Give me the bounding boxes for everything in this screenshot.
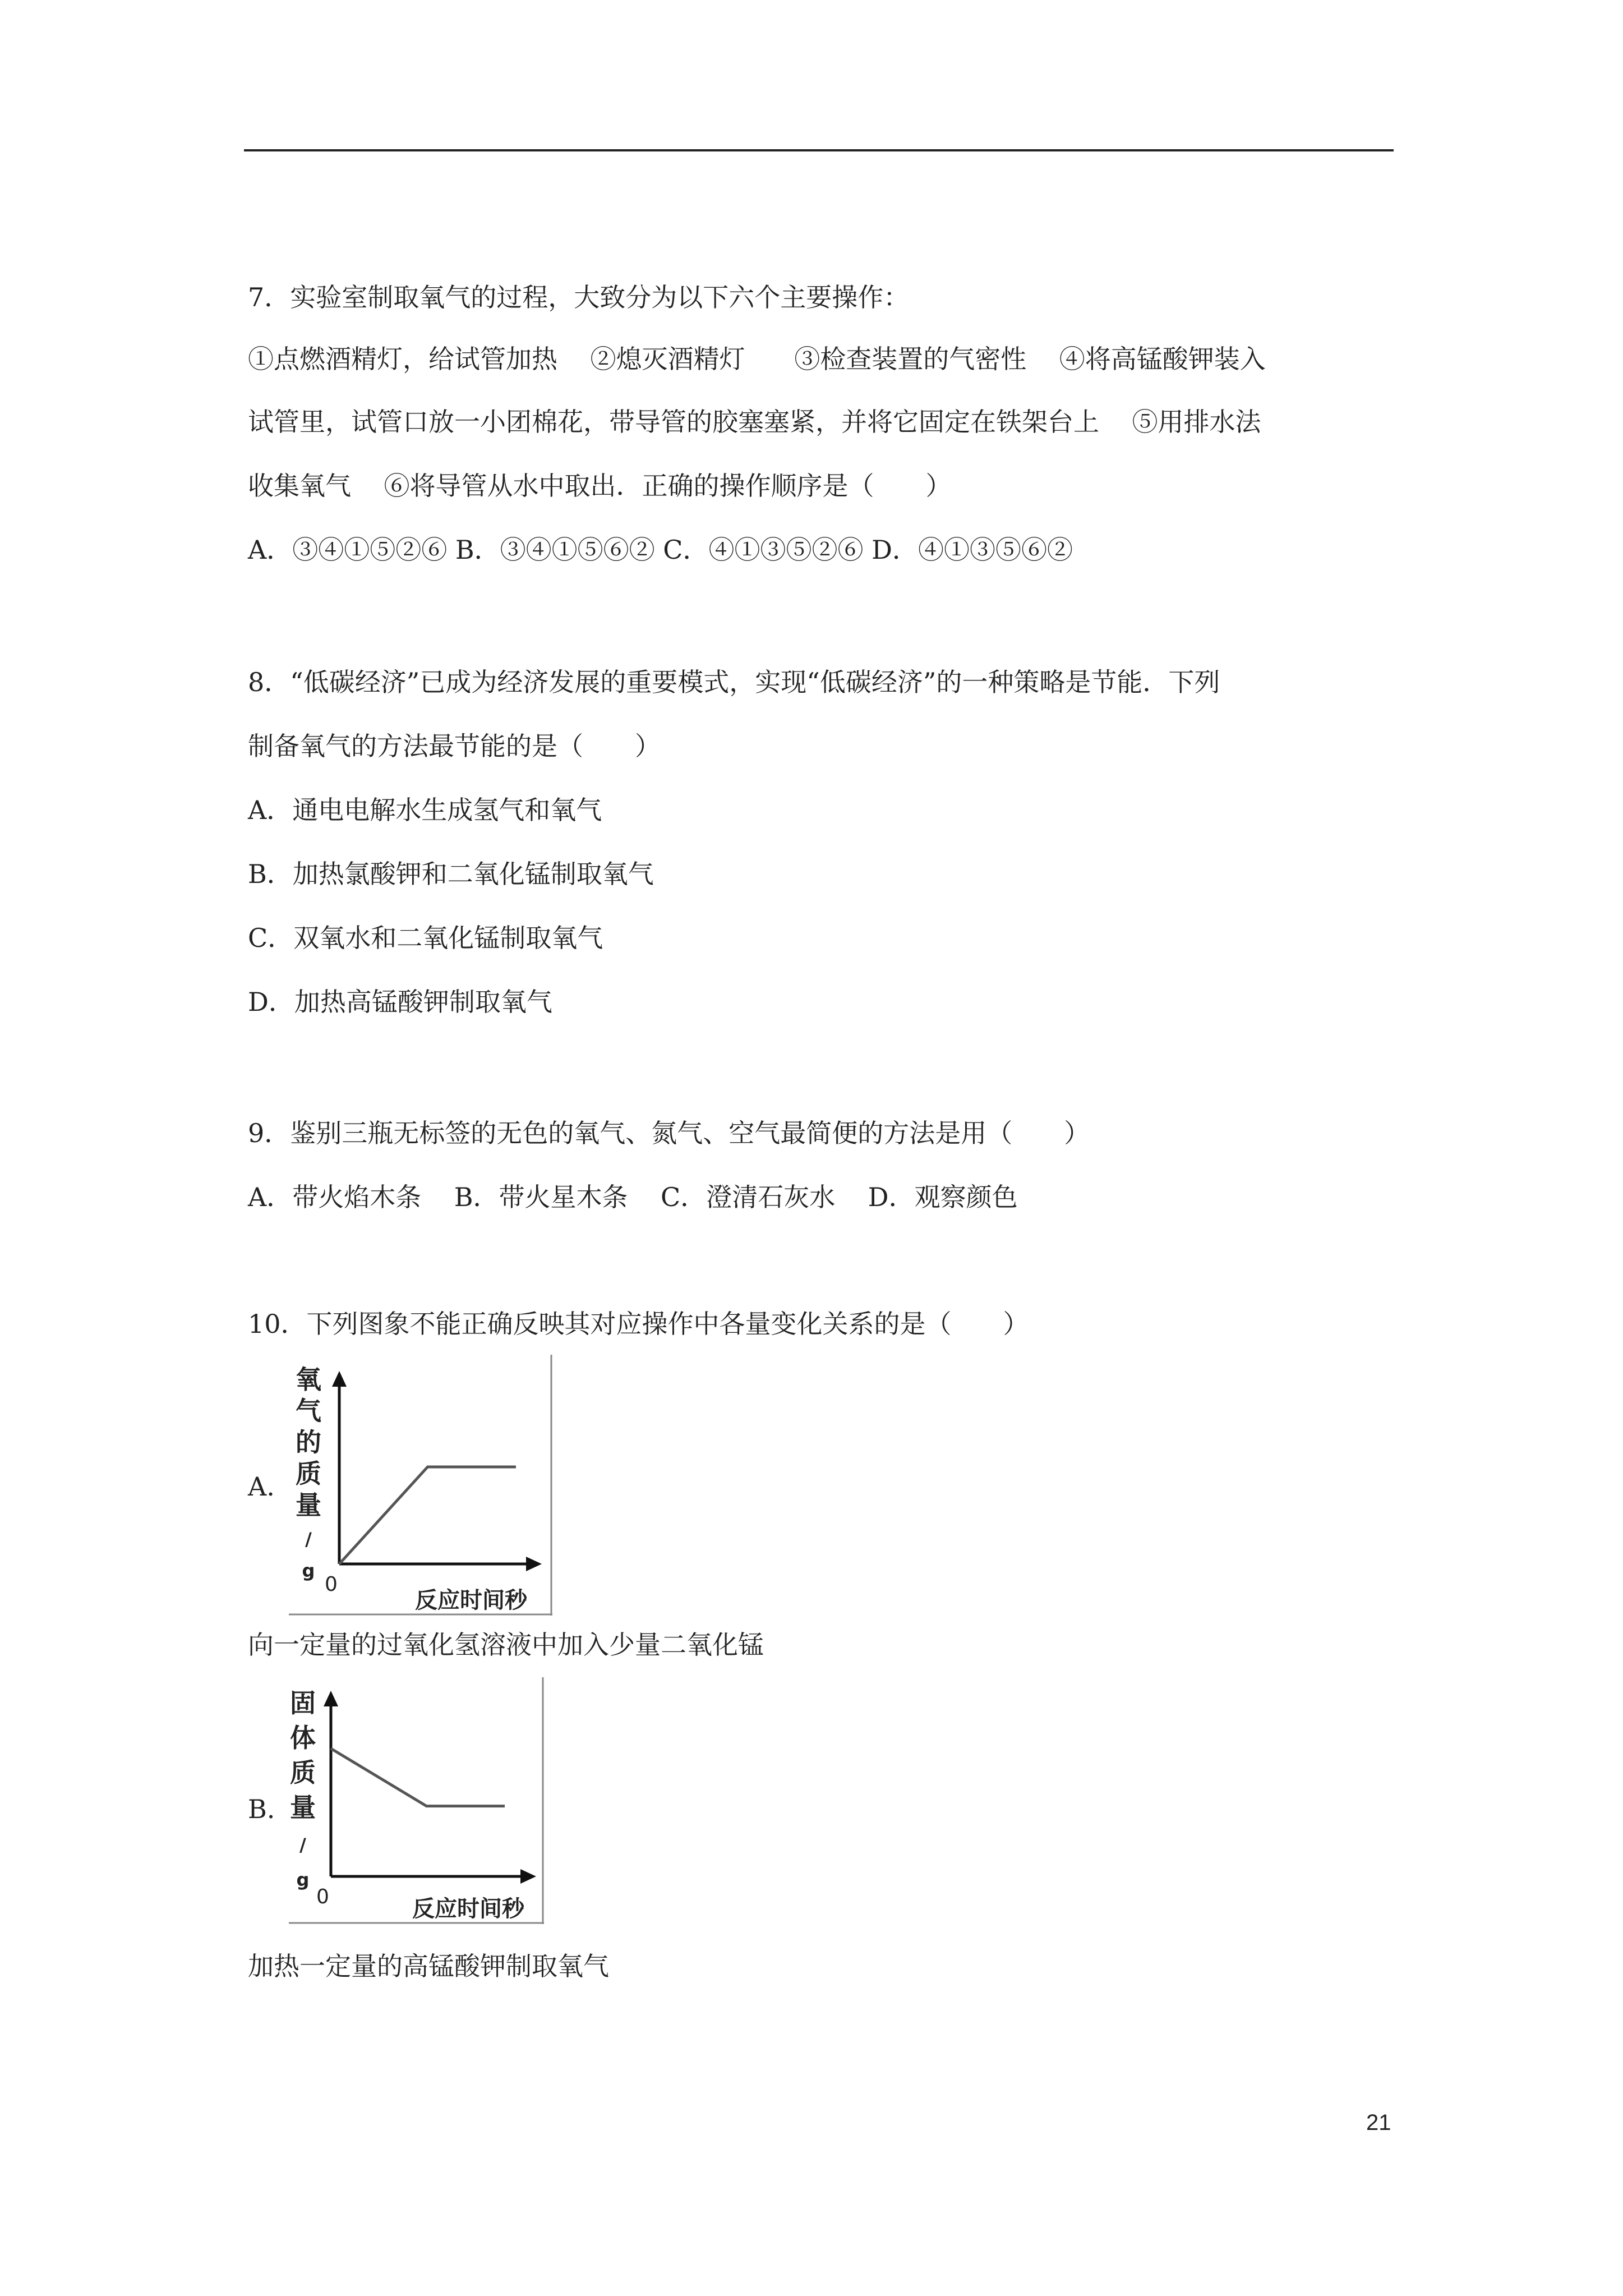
graph-a-ylabel-char: 质 <box>296 1458 321 1489</box>
page-number: 21 <box>1366 2110 1391 2135</box>
q8-stem: 8．“低碳经济”已成为经济发展的重要模式，实现“低碳经济”的一种策略是节能．下列 <box>248 667 1220 697</box>
header-rule <box>244 149 1394 151</box>
graph-b-data-line <box>331 1749 505 1806</box>
q8-line-2: 制备氧气的方法最节能的是（ ） <box>248 731 661 761</box>
q10-option-b-caption: 加热一定量的高锰酸钾制取氧气 <box>248 1951 609 1981</box>
graph-b-ylabel-char: / <box>299 1834 306 1856</box>
graph-a-data-line <box>339 1467 516 1564</box>
graph-a-y-arrow <box>332 1371 347 1387</box>
q9-stem: 9．鉴别三瓶无标签的无色的氧气、氮气、空气最简便的方法是用（ ） <box>248 1118 1090 1148</box>
q8-option-a: A．通电电解水生成氢气和氧气 <box>248 795 602 825</box>
graph-b-x-arrow <box>520 1869 536 1884</box>
q10-option-a-label: A. <box>248 1471 275 1502</box>
graph-b-ylabel-char: 量 <box>290 1792 316 1823</box>
graph-b <box>289 1677 544 1924</box>
q10-stem: 10．下列图象不能正确反映其对应操作中各量变化关系的是（ ） <box>248 1309 1029 1339</box>
graph-a-xlabel: 反应时间秒 <box>415 1588 527 1613</box>
graph-b-ylabel-char: 质 <box>290 1757 316 1788</box>
graph-a-x-arrow <box>526 1557 542 1571</box>
graph-b-ylabel-char: 体 <box>290 1723 316 1753</box>
graph-b-svg <box>289 1677 544 1924</box>
q8-option-b: B．加热氯酸钾和二氧化锰制取氧气 <box>248 859 654 889</box>
graph-a-svg <box>289 1355 552 1616</box>
graph-a-ylabel-char: 氧 <box>296 1364 321 1395</box>
graph-a-ylabel-char: 量 <box>296 1490 321 1520</box>
graph-a-ylabel-char: 气 <box>296 1396 321 1426</box>
q7-line-3: 试管里，试管口放一小团棉花，带导管的胶塞塞紧，并将它固定在铁架台上 ⑤用排水法 <box>248 407 1261 437</box>
graph-b-y-arrow <box>324 1691 338 1706</box>
graph-b-ylabel-char: g <box>296 1869 310 1890</box>
q10-option-a-caption: 向一定量的过氧化氢溶液中加入少量二氧化锰 <box>248 1630 764 1660</box>
q7-line-2: ①点燃酒精灯，给试管加热 ②熄灭酒精灯 ③检查装置的气密性 ④将高锰酸钾装入 <box>248 344 1266 374</box>
q8-option-c: C．双氧水和二氧化锰制取氧气 <box>248 923 603 953</box>
graph-a-ylabel-char: g <box>302 1560 315 1581</box>
graph-a-ylabel-char: / <box>305 1529 312 1550</box>
q9-options: A．带火焰木条 B．带火星木条 C．澄清石灰水 D．观察颜色 <box>248 1182 1018 1212</box>
q10-option-b-label: B. <box>248 1794 275 1824</box>
graph-b-ylabel-char: 固 <box>290 1688 316 1718</box>
q7-line-4: 收集氧气 ⑥将导管从水中取出．正确的操作顺序是（ ） <box>248 471 952 501</box>
q7-stem: 7．实验室制取氧气的过程，大致分为以下六个主要操作： <box>248 282 910 312</box>
graph-a <box>289 1355 552 1616</box>
graph-b-origin-label: 0 <box>316 1885 329 1908</box>
graph-b-xlabel: 反应时间秒 <box>412 1896 524 1922</box>
graph-a-ylabel-char: 的 <box>296 1427 321 1457</box>
graph-a-origin-label: 0 <box>325 1573 338 1596</box>
q7-options: A．③④①⑤②⑥ B．③④①⑤⑥② C．④①③⑤②⑥ D．④①③⑤⑥② <box>248 535 1073 565</box>
q8-option-d: D．加热高锰酸钾制取氧气 <box>248 987 552 1017</box>
